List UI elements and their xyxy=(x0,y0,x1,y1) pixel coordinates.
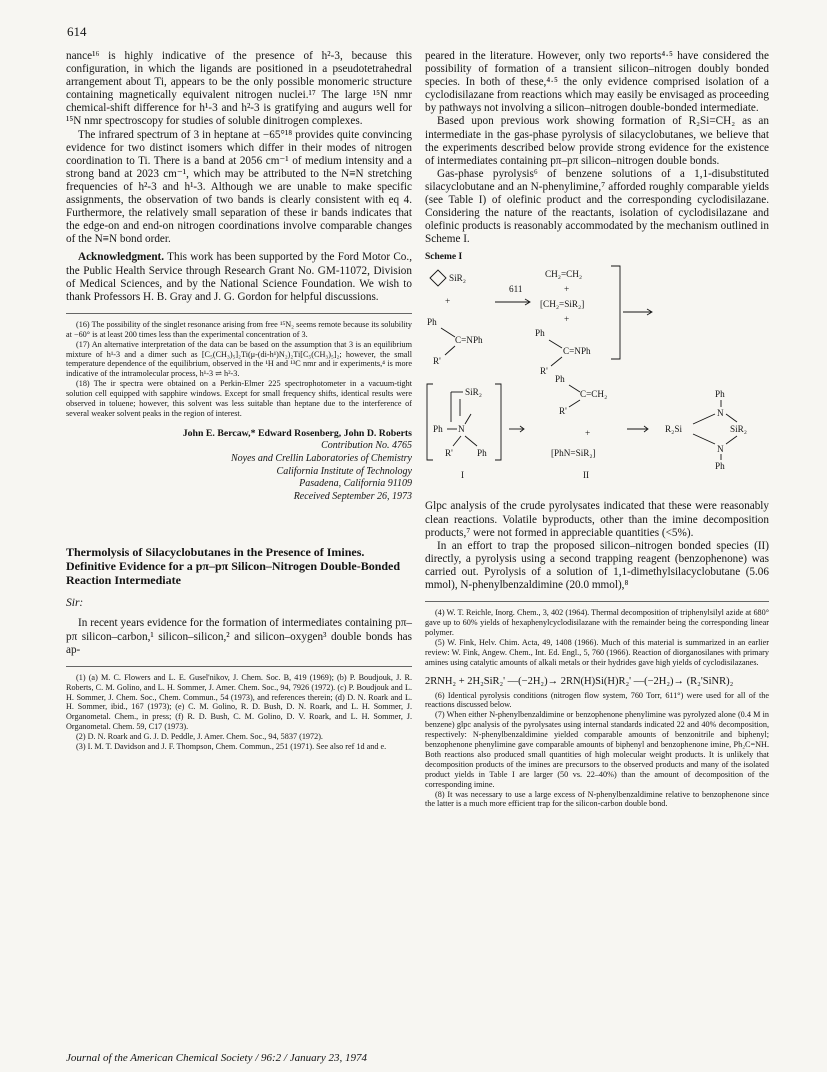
bond-line xyxy=(465,414,471,424)
scheme-text: Ph xyxy=(535,328,545,339)
scheme-text: C=NPh xyxy=(563,346,591,357)
bracket-right xyxy=(495,384,501,460)
scheme-text: SiR₂ xyxy=(730,424,747,435)
footnote: (8) It was necessary to use a large excess of N-phenylbenzaldimine relative to benzophenone since the latter is a much more efficient trap for the silicon-carbon double bond. xyxy=(425,789,769,809)
bond-line xyxy=(726,436,737,444)
bond-line xyxy=(569,385,580,392)
footnote-divider xyxy=(66,313,412,314)
reference: (1) (a) M. C. Flowers and L. E. Gusel'nikov, J. Chem. Soc. B, 419 (1969); (b) P. Boudjouk, J. R. Roberts, C. M. Golino, and L. H. Sommer, J. Amer. Chem. Soc., 94, 7926 (1972). (c) P. Boudjouk and L. H. Sommer, J. Chem. Soc., Chem. Commun., 54 (1973), and references therein; (d) D. N. Roark and L. H. Sommer, ibid., 167 (1973); (e) C. M. Golino, R. D. Bush, D. N. Roark, and L. H. Sommer, J. Organometal. Chem., in press; (f) R. D. Bush, C. M. Golino, D. V. Roark, and L. H. Sommer, J. Organometal. Chem. 59, C17 (1973). xyxy=(66,672,412,732)
scheme-text: 611 xyxy=(509,284,523,295)
body-paragraph: In an effort to trap the proposed silicon–nitrogen bonded species (II) directly, a pyrolysis using a second trapping reagent (benzophenone) was carried out. Pyrolysis of a solution of 1,1-dimethylsilacyclobutane (5.06 mmol), N-phenylbenzaldimine (20.0 mmol),⁸ xyxy=(425,539,769,591)
bracket-right xyxy=(611,266,620,359)
scheme-text: C=CH₂ xyxy=(580,389,608,400)
bond-line xyxy=(549,340,562,348)
scheme-text: + xyxy=(445,296,451,307)
scheme-text: + xyxy=(564,284,570,295)
right-column xyxy=(425,50,769,809)
acknowledgment-paragraph xyxy=(66,251,412,303)
silacyclobutane-ring xyxy=(430,270,446,286)
article-title: Thermolysis of Silacyclobutanes in the Presence of Imines. Definitive Evidence for a pπ–pπ Silicon–Nitrogen Double-Bonded Reaction Intermediate xyxy=(66,545,401,588)
bracket-left xyxy=(427,384,433,460)
page-number: 614 xyxy=(67,24,87,39)
acknowledgment-label: Acknowledgment. xyxy=(78,251,165,264)
author-names: John E. Bercaw,* Edward Rosenberg, John D. Roberts xyxy=(182,427,412,439)
left-column xyxy=(66,50,412,752)
scheme-figure xyxy=(425,264,769,496)
scheme-text: R' xyxy=(559,406,567,417)
received-date: Received September 26, 1973 xyxy=(293,490,412,502)
footnote: (7) When either N-phenylbenzaldimine or benzophenone phenylimine was pyrolyzed alone (0.4 M in benzene) glpc analysis of the pyrolysates using internal standards indicated 22 and 40% decomposition, respectively: N-phenylbenzaldimine yielded comparable amounts of benzonitrile and biphenyl; benzophenone phenylimine gave comparable amounts of biphenyl and benzophenone imine, Ph₂C=NH. Both reactions also produced small quantities of high molecular weight products. It is unlikely that decomposition products of the imines are precursors to the observed products and many of the isolated product yields in Table I are larger (50 vs. 22–40%) than the amount of decomposition of the corresponding imine. xyxy=(425,710,769,789)
bond-line xyxy=(441,328,455,337)
scheme-text: II xyxy=(583,470,590,481)
affiliation-line: California Institute of Technology xyxy=(276,465,412,477)
scheme-text: Ph xyxy=(715,389,725,400)
scheme-text: R' xyxy=(445,448,453,459)
scheme-text: R' xyxy=(540,366,548,377)
body-paragraph: Glpc analysis of the crude pyrolysates indicated that these were reasonably clean reactions. Volatile byproducts, other than the imine decomposition products,⁷ were not formed in appreciable quantities (<5%). xyxy=(425,500,769,539)
bond-line xyxy=(465,436,477,446)
bond-line xyxy=(569,400,580,407)
footnote: (16) The possibility of the singlet resonance arising from free ¹⁵N₂ seems remote because its solubility at −60° is at least 200 times less than the experimental concentration of 3. xyxy=(66,319,412,339)
scheme-text: Ph xyxy=(477,448,487,459)
body-paragraph: The infrared spectrum of 3 in heptane at −65°¹⁸ provides quite convincing evidence for two distinct isomers which differ in their modes of nitrogen coordination to Ti. There is a band at 2056 cm⁻¹ of medium intensity and a strong band at 2023 cm⁻¹, which may be attributed to the N≡N stretching frequencies of h²-3 and h¹-3. Although we are unable to make specific assignments, the observation of two bands is clearly consistent with eq 4. Furthermore, the relatively small separation of these ir bands indicates that the edge-on and end-on nitrogen coordinations involve comparable changes of the N≡N bond order. xyxy=(66,128,412,246)
acknowledgment-text: This work has been supported by the Ford Motor Co., the Public Health Service through Research Grant No. GM-11072, Division of Medical Sciences, and by the National Science Foundation. We wish to thank Professors H. B. Gray and J. G. Gordon for helpful discussions. xyxy=(66,251,412,303)
footnote: (17) An alternative interpretation of the data can be based on the assumption that 3 is an equilibrium mixture of h¹-3 and a dimer such as [C₅(CH₃)₅]₂Ti(μ-(di-h¹)N₂)₂Ti[C₅(CH₃)₅]₂; however, the small temperature dependence of the equilibrium, observed in the ¹H and ¹³C nmr and ir experiments,⁴ is more indicative of the intramolecular process, h¹-3 ⇌ h²-3. xyxy=(66,339,412,379)
footnote: (18) The ir spectra were obtained on a Perkin-Elmer 225 spectrophotometer in a vacuum-tight solution cell equipped with sapphire windows. Except for small frequency shifts, identical results were observed in toluene; however, this solvent was less suitable than heptane due to the interference of several weaker solvent peaks in the region of interest. xyxy=(66,379,412,418)
scheme-text: Ph xyxy=(555,374,565,385)
reference: (2) D. N. Roark and G. J. D. Peddle, J. Amer. Chem. Soc., 94, 5837 (1972). xyxy=(76,732,323,742)
affiliation-line: Pasadena, California 91109 xyxy=(299,478,412,490)
scheme-text: Ph xyxy=(427,317,437,328)
affiliation-line: Contribution No. 4765 xyxy=(321,440,412,452)
intro-paragraph: In recent years evidence for the formation of intermediates containing pπ–pπ silicon–carbon,¹ silicon–silicon,² and silicon–oxygen³ double bonds has ap- xyxy=(66,617,412,656)
footnote: (4) W. T. Reichle, Inorg. Chem., 3, 402 (1964). Thermal decomposition of triphenylsilyl azide at 680° gave up to 60% yields of hexaphenylcyclodisilazane with the remainder being the corresponding linear polymer. xyxy=(425,608,769,637)
journal-footer: Journal of the American Chemical Society / 96:2 / January 23, 1974 xyxy=(66,1052,368,1064)
body-paragraph: Based upon previous work showing formation of R₂Si=CH₂ as an intermediate in the gas-phase pyrolysis of silacyclobutanes, we believe that the experiments described below provide strong evidence for the existence of intermediates containing pπ–pπ silicon–nitrogen double bonds. xyxy=(425,115,769,167)
references-divider xyxy=(66,666,412,667)
bond-line xyxy=(693,414,715,424)
bond-line xyxy=(453,436,461,446)
reference: (3) I. M. T. Davidson and J. F. Thompson, Chem. Commun., 251 (1971). See also ref 1d and e. xyxy=(76,742,387,752)
scheme-text: CH₂=CH₂ xyxy=(545,269,583,280)
reaction-scheme xyxy=(425,264,769,496)
scheme-text: R₂Si xyxy=(665,424,682,435)
scheme-text: [PhN=SiR₂] xyxy=(551,448,596,459)
scheme-text: N xyxy=(717,408,724,419)
scheme-text: N xyxy=(458,424,465,435)
salutation: Sir: xyxy=(66,597,84,610)
scheme-text: Ph xyxy=(715,461,725,472)
author-block xyxy=(66,428,412,504)
scheme-text: Ph xyxy=(433,424,443,435)
footnote-divider xyxy=(425,601,769,602)
scheme-text: SiR₂ xyxy=(449,273,466,284)
bond-line xyxy=(551,357,562,366)
scheme-text: N xyxy=(717,444,724,455)
body-paragraph: nance¹⁶ is highly indicative of the presence of h²-3, because this configuration, in which the ligands are positioned in a pseudotetrahedral arrangement about Ti, appears to be the only possible monomeric structure containing magnetically equivalent nitrogen nuclei.¹⁷ The large ¹⁵N nmr chemical-shift difference for h¹-3 and h²-3 is gratifying and augurs well for ¹⁵N nmr spectroscopy for studies of soluble dinitrogen complexes. xyxy=(66,50,412,128)
reaction-equation: 2RNH₂ + 2H₂SiR₂' —(−2H₂)→ 2RN(H)Si(H)R₂' —(−2H₂)→ (R₂'SiNR)₂ xyxy=(425,675,734,687)
scheme-text: [CH₂=SiR₂] xyxy=(540,299,585,310)
bond-line xyxy=(693,434,715,444)
body-paragraph: Gas-phase pyrolysis⁶ of benzene solutions of a 1,1-disubstituted silacyclobutane and an N-phenylimine,⁷ afforded roughly comparable yields (see Table I) of olefinic product and the corresponding cyclodisilazane. Considering the nature of the reactants, isolation of cyclodisilazane and olefinic products is reasonably accommodated by the mechanism outlined in Scheme I. xyxy=(425,167,769,246)
footnote: (6) Identical pyrolysis conditions (nitrogen flow system, 760 Torr, 611°) were used for all of the reactions discussed below. xyxy=(425,690,769,710)
affiliation-line: Noyes and Crellin Laboratories of Chemistry xyxy=(230,453,412,465)
bond-line xyxy=(726,414,737,422)
scheme-text: I xyxy=(461,470,465,481)
body-paragraph: peared in the literature. However, only two reports⁴·⁵ have considered the possibility of formation of a transient silicon–nitrogen doubly bonded species. In both of these,⁴·⁵ the only evidence comprised isolation of a cyclodisilazane from reactions which may easily be envisaged as proceeding by pathways not involving a silicon–nitrogen double-bonded intermediate. xyxy=(425,50,769,115)
scheme-text: + xyxy=(564,314,570,325)
scheme-text: R' xyxy=(433,356,441,367)
scheme-text: + xyxy=(585,428,591,439)
scheme-text: C=NPh xyxy=(455,335,483,346)
bond-line xyxy=(445,346,455,355)
scheme-text: SiR₂ xyxy=(465,387,482,398)
footnote: (5) W. Fink, Helv. Chim. Acta, 49, 1408 (1966). Much of this material is summarized in an earlier review: W. Fink, Angew. Chem., Int. Ed. Engl., 5, 760 (1966). Reaction of diorganosilanes with primary amines using catalytic amounts of alkali metals or their hydrides gave high yields of cyclodisilazanes. xyxy=(425,637,769,667)
scheme-label: Scheme I xyxy=(425,252,463,263)
